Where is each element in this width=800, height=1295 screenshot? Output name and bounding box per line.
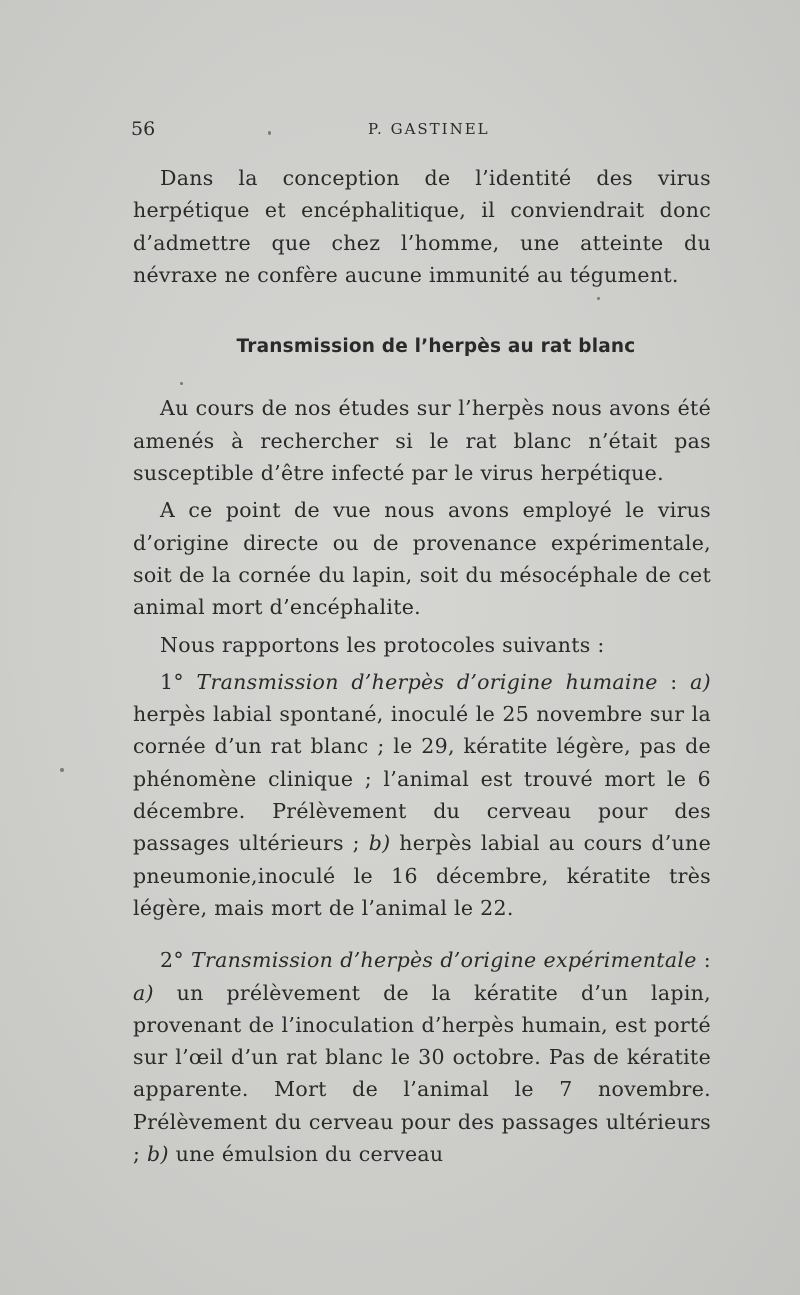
protocol-item-2: 2° Transmission d’herpès d’origine expérimentale : a) un prélèvement de la kératite d’un lapin, provenant de l’inoculation d’herpès humain, est porté sur l’œil d’un rat blanc le 30 octobre. Pas de kératite apparente. Mort de l’animal le 7 novembre. Prélèvement du cerveau pour des passages ultérieurs ; b) une émulsion du cerveau — [133, 948, 711, 1167]
sub-text: herpès labial spontané, inoculé le 25 novembre sur la cornée d’un rat blanc ; le 29, kératite légère, pas de phénomène clinique ; l’animal est trouvé mort le 6 décembre. Prélèvement du cerveau pour des passages ultérieurs ; — [133, 702, 711, 856]
item-number: 2° — [160, 948, 184, 973]
paragraph: Nous rapportons les protocoles suivants : — [160, 632, 605, 657]
page-header — [0, 118, 800, 142]
sub-text: herpès labial au cours d’une pneumonie,inoculé le 16 décembre, kératite très légère, mais mort de l’animal le 22. — [133, 831, 711, 920]
sub-text: un prélèvement de la kératite d’un lapin, provenant de l’inoculation d’herpès humain, est porté sur l’œil d’un rat blanc le 30 octobre. Pas de kératite apparente. Mort de l’animal le 7 novembre. Prélèvement du cerveau pour des passages ultérieurs ; — [133, 980, 711, 1167]
sub-label: a) — [690, 669, 711, 694]
paragraph: Au cours de nos études sur l’herpès nous avons été amenés à rechercher si le rat blanc n’était pas susceptible d’être infecté par le virus herpétique. — [133, 396, 711, 486]
page-speck — [60, 768, 64, 772]
paragraph: A ce point de vue nous avons employé le virus d’origine directe ou de provenance expérimentale, soit de la cornée du lapin, soit du mésocéphale de cet animal mort d’encéphalite. — [133, 498, 711, 620]
protocol-item-1: 1° Transmission d’herpès d’origine humaine : a) herpès labial spontané, inoculé le 25 novembre sur la cornée d’un rat blanc ; le 29, kératite légère, pas de phénomène clinique ; l’animal est trouvé mort le 6 décembre. Prélèvement du cerveau pour des passages ultérieurs ; b) herpès labial au cours d’une pneumonie,inoculé le 16 décembre, kératite très légère, mais mort de l’animal le 22. — [133, 669, 711, 920]
sub-label: a) — [133, 980, 154, 1005]
body-text — [133, 162, 711, 1170]
item-heading: Transmission d’herpès d’origine humaine — [196, 669, 658, 694]
item-heading: Transmission d’herpès d’origine expérimentale — [191, 948, 697, 973]
paragraph: Dans la conception de l’identité des virus herpétique et encéphalitique, il conviendrait donc d’admettre que chez l’homme, une atteinte du névraxe ne confère aucune immunité au tégument. — [133, 166, 711, 287]
sub-label: b) — [147, 1142, 169, 1167]
sub-label: b) — [368, 831, 391, 856]
sub-text: une émulsion du cerveau — [175, 1142, 444, 1167]
running-head: P. GASTINEL — [368, 120, 490, 138]
section-title: Transmission de l’herpès au rat blanc — [236, 336, 636, 358]
page-number: 56 — [131, 118, 156, 140]
item-number: 1° — [160, 669, 184, 694]
